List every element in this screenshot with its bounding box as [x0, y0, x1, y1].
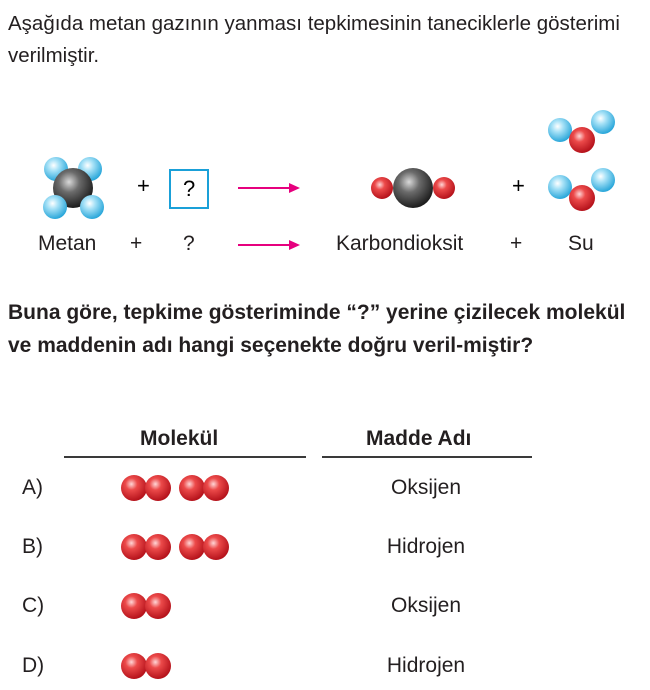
option-name: Hidrojen [386, 535, 466, 558]
header-rule-molecule [64, 456, 306, 458]
header-molecule: Molekül [140, 427, 219, 450]
methane-molecule [43, 157, 104, 219]
header-name: Madde Adı [366, 427, 472, 450]
reaction-diagram [0, 100, 650, 230]
option-letter: D) [22, 654, 45, 677]
arrow-icon-2 [238, 237, 304, 253]
label-plus-2: + [510, 232, 523, 255]
option-name: Oksijen [390, 594, 462, 617]
option-name: Hidrojen [386, 654, 466, 677]
label-plus-1: + [130, 232, 143, 255]
molecule-four-atoms [110, 531, 250, 563]
label-water: Su [568, 232, 594, 255]
arrow-icon [238, 183, 300, 193]
unknown-symbol: ? [183, 176, 196, 201]
molecule-two-atoms [110, 590, 190, 622]
option-name: Oksijen [390, 476, 462, 499]
intro-text: Aşağıda metan gazının yanması tepkimesinin taneciklerle gösterimi verilmiştir. [8, 12, 620, 67]
label-unknown: ? [183, 232, 195, 255]
label-methane: Metan [38, 232, 97, 255]
molecule-four-atoms [110, 472, 250, 504]
plus-sign-2: + [512, 173, 525, 198]
option-letter: C) [22, 594, 45, 617]
molecule-two-atoms [110, 650, 190, 682]
header-rule-name [322, 456, 532, 458]
question-text: Buna göre, tepkime gösteriminde “?” yerine çizilecek molekül ve maddenin adı hangi seçenekte doğru veril-miştir? [8, 301, 626, 357]
co2-molecule [371, 168, 455, 208]
water-molecule-1 [548, 110, 615, 153]
water-molecule-2 [548, 168, 615, 211]
option-letter: B) [22, 535, 43, 558]
option-letter: A) [22, 476, 43, 499]
plus-sign: + [137, 173, 150, 198]
label-carbondioxide: Karbondioksit [336, 232, 464, 255]
